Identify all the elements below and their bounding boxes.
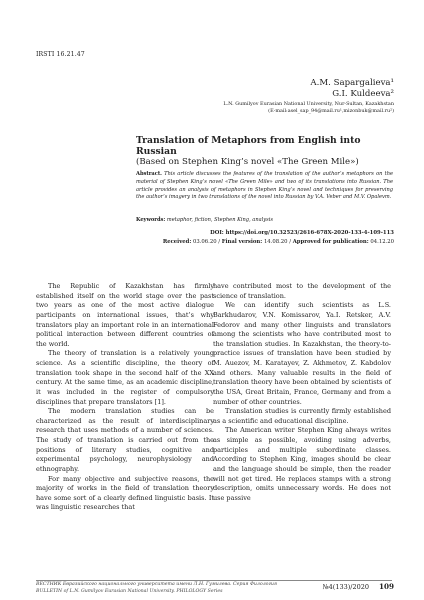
article-subtitle: (Based on Stephen King’s novel «The Green Mile») bbox=[136, 157, 359, 167]
paragraph: The Republic of Kazakhstan has firmly established itself on the world stage over the past two years as one of the most active dialogue participants on international issues, that’s why translators play an important role in an international political interaction between different countries of the world. bbox=[36, 282, 214, 348]
author-name: A.M. Sapargalieva¹ bbox=[310, 78, 394, 88]
keywords-label: Keywords: bbox=[136, 217, 166, 223]
paragraph: Translation studies is currently firmly established as a scientific and educational discipline. bbox=[213, 407, 391, 425]
article-title: Translation of Metaphors from English into Russian bbox=[136, 135, 361, 157]
paragraph: have contributed most to the development of the science of translation. bbox=[213, 282, 391, 300]
paragraph: The American writer Stephen King always writes as simple as possible, avoiding using adverbs, participles and multiple subordinate classes. According to Stephen King, images should be clear and the language should be simple, then the reader will not get tired. He replaces stamps with a strong description, omits unnecessary words. He does not use passive bbox=[213, 426, 391, 502]
abstract-label: Abstract. bbox=[136, 171, 162, 177]
footer-journal-ru: ВЕСТНИК Евразийского национального университета имени Л.Н. Гумилева. Серия Филология bbox=[36, 582, 277, 587]
affiliation-institution: L.N. Gumilyov Eurasian National University, Nur-Sultan, Kazakhstan bbox=[223, 101, 394, 107]
abstract bbox=[136, 171, 393, 202]
irsti-code: IRSTI 16.21.47 bbox=[36, 51, 85, 58]
footer-journal-en: BULLETIN of L.N. Gumilyov Eurasian National University. PHILOLOGY Series bbox=[36, 588, 223, 594]
paragraph: We can identify such scientists as L.S. Barkhudarov, V.N. Komissarov, Ya.I. Retsker, A.V. Fedorov and many other linguists and translators among the scientists who have contributed most to the translation studies. In Kazakhstan, the theory-to-practice issues of translation have been studied by M. Auezov, M. Karatayev, Z. Akhmetov, Z. Kabdolov and others. Many valuable results in the field of translation theory have been obtained by scientists of the USA, Great Britain, France, Germany and from a number of other countries. bbox=[213, 301, 391, 406]
paragraph: The theory of translation is a relatively young science. As a scientific discipline, the theory of translation took shape in the second half of the XX century. At the same time, as an academic discipline, it was included in the register of compulsory disciplines that prepare translators [1]. bbox=[36, 349, 214, 406]
publication-dates: Received: 03.06.20 / Final version: 14.08.20 / Approved for publication: 04.12.20 bbox=[162, 239, 394, 245]
abstract-text: This article discusses the features of the translation of the author’s metaphors on the material of Stephen King’s novel «The Green Mile» and two of its translations into Russian. The article provides an analysis of metaphors in Stephen King’s novel and techniques for preserving the author’s imagery in two translations of the novel into Russian by V.A. Veber and M.V. Opalevm. bbox=[136, 171, 393, 201]
received-date: 03.06.20 bbox=[193, 239, 217, 245]
received-label: Received: bbox=[162, 239, 192, 245]
body-column-left bbox=[36, 282, 214, 513]
issue-number: №4(133)/2020 bbox=[322, 583, 369, 591]
footer-divider bbox=[36, 580, 392, 581]
keywords-text: metaphor, fiction, Stephen King, analysis bbox=[166, 217, 274, 223]
doi-link[interactable]: DOI: https://doi.org/10.32523/2616-678X-2020-133-4-109-113 bbox=[210, 230, 394, 236]
paragraph: The modern translation studies can be characterized as the result of interdisciplinary research that uses methods of a number of sciences. The study of translation is carried out from the positions of literary studies, cognitive and experimental psychology, neurophysiology and ethnography. bbox=[36, 407, 214, 473]
body-column-right bbox=[213, 282, 391, 503]
keywords bbox=[136, 217, 393, 223]
author-list bbox=[310, 78, 394, 100]
approved-label: Approved for publication: bbox=[292, 239, 369, 245]
affiliation-emails: (E-mail:asel_sap_94@mail.ru¹,mizonbuk@mail.ru²) bbox=[268, 108, 394, 114]
page-number: 109 bbox=[378, 582, 394, 591]
final-date: 14.08.20 bbox=[263, 239, 288, 245]
final-label: Final version: bbox=[221, 239, 263, 245]
affiliation bbox=[74, 101, 394, 115]
title-block bbox=[136, 135, 396, 168]
journal-footer bbox=[36, 582, 277, 596]
approved-date: 04.12.20 bbox=[370, 239, 394, 245]
author-name: G.I. Kuldeeva² bbox=[332, 89, 394, 99]
paragraph: For many objective and subjective reasons, the majority of works in the field of translation theory have some sort of a clearly defined linguistic basis. It was linguistic researches that bbox=[36, 474, 214, 512]
